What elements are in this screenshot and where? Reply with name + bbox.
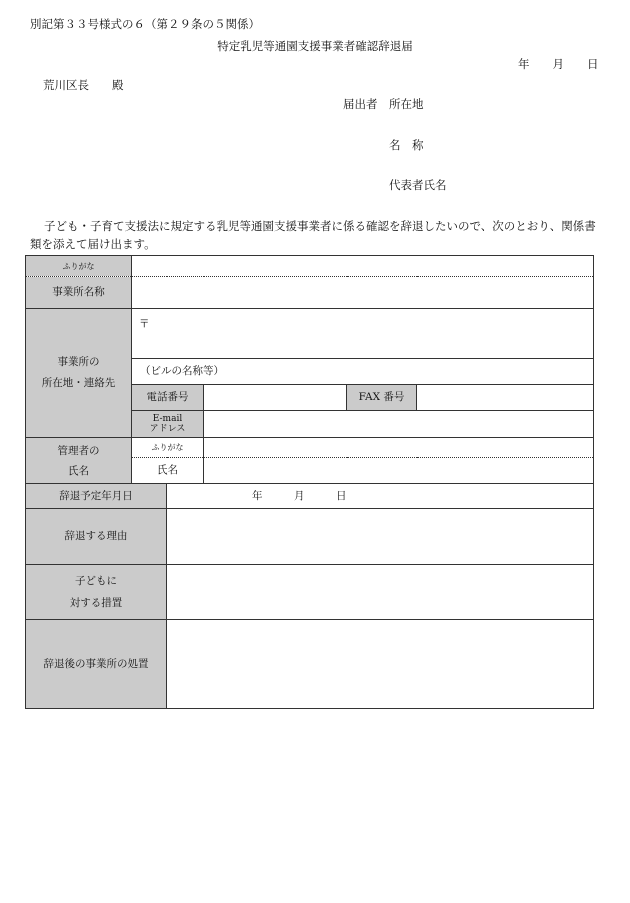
facility-furigana-label-cell (26, 256, 132, 277)
email-label-line1: E-mail (152, 414, 183, 424)
withdrawal-reason-field (167, 509, 594, 565)
phone-label-cell (132, 385, 204, 411)
statement-line-1: 子ども・子育て支援法に規定する乳児等通園支援事業者に係る確認を辞退したいので、次のとおり、関係書 (44, 219, 596, 233)
withdrawal-date-label: 辞退予定年月日 (59, 489, 133, 502)
postal-mark: 〒 (139, 318, 150, 330)
children-measures-label-line1: 子どもに (75, 575, 117, 587)
building-name-hint: （ビルの名称等） (140, 365, 224, 378)
applicant-representative-label: 代表者氏名 (389, 178, 447, 192)
post-withdrawal-label-cell (26, 620, 167, 709)
building-name-field (132, 359, 594, 385)
phone-field (204, 385, 347, 411)
applicant-address-label: 所在地 (389, 97, 424, 111)
children-measures-label-cell (26, 565, 167, 620)
withdrawal-date-row (26, 484, 594, 509)
postal-address-field (132, 309, 594, 359)
submission-date: 年 月 日 (518, 57, 599, 71)
manager-furigana-field (204, 438, 594, 458)
facility-furigana-row (26, 256, 594, 277)
manager-name-field (204, 458, 594, 484)
email-label-line2: アドレス (149, 424, 186, 434)
applicant-label: 届出者 (343, 97, 378, 111)
facility-name-row (26, 277, 594, 309)
postal-code-row (26, 309, 594, 359)
facility-address-label-line2: 所在地・連絡先 (41, 377, 116, 389)
withdrawal-reason-label-cell (26, 509, 167, 565)
children-measures-field (167, 565, 594, 620)
phone-label: 電話番号 (146, 391, 189, 404)
facility-address-label-cell (26, 309, 132, 438)
form-table (25, 255, 594, 709)
form-reference: 別記第３３号様式の６（第２９条の５関係） (30, 17, 260, 31)
facility-address-label-line1: 事業所の (57, 356, 100, 368)
facility-furigana-field (132, 256, 594, 277)
manager-label-line1: 管理者の (57, 444, 100, 457)
facility-name-label-cell (26, 277, 132, 309)
post-withdrawal-label: 辞退後の事業所の処置 (43, 657, 149, 670)
email-field (204, 411, 594, 438)
withdrawal-date-field (167, 484, 594, 509)
email-label-cell (132, 411, 204, 438)
manager-name-label: 氏名 (157, 464, 178, 477)
addressee: 荒川区長 殿 (43, 78, 124, 92)
post-withdrawal-row (26, 620, 594, 709)
manager-label-cell (26, 438, 132, 484)
statement-line-2: 類を添えて届け出ます。 (30, 237, 156, 251)
fax-label: FAX 番号 (358, 391, 405, 404)
manager-name-label-cell (132, 458, 204, 484)
manager-furigana-label-cell (132, 438, 204, 458)
manager-furigana-row (26, 438, 594, 458)
fax-field (417, 385, 594, 411)
children-measures-row (26, 565, 594, 620)
withdrawal-reason-label: 辞退する理由 (64, 530, 128, 543)
fax-label-cell (347, 385, 417, 411)
facility-furigana-label: ふりがな (62, 261, 95, 271)
withdrawal-date-value: 年 月 日 (252, 489, 347, 502)
manager-furigana-label: ふりがな (151, 443, 184, 453)
applicant-name-label: 名 称 (389, 138, 424, 152)
children-measures-label-line2: 対する措置 (69, 597, 123, 609)
facility-name-field (132, 277, 594, 309)
withdrawal-date-label-cell (26, 484, 167, 509)
document-title: 特定乳児等通園支援事業者確認辞退届 (217, 39, 413, 53)
facility-name-label: 事業所名称 (52, 286, 105, 299)
manager-label-line2: 氏名 (68, 464, 89, 477)
withdrawal-reason-row (26, 509, 594, 565)
post-withdrawal-field (167, 620, 594, 709)
